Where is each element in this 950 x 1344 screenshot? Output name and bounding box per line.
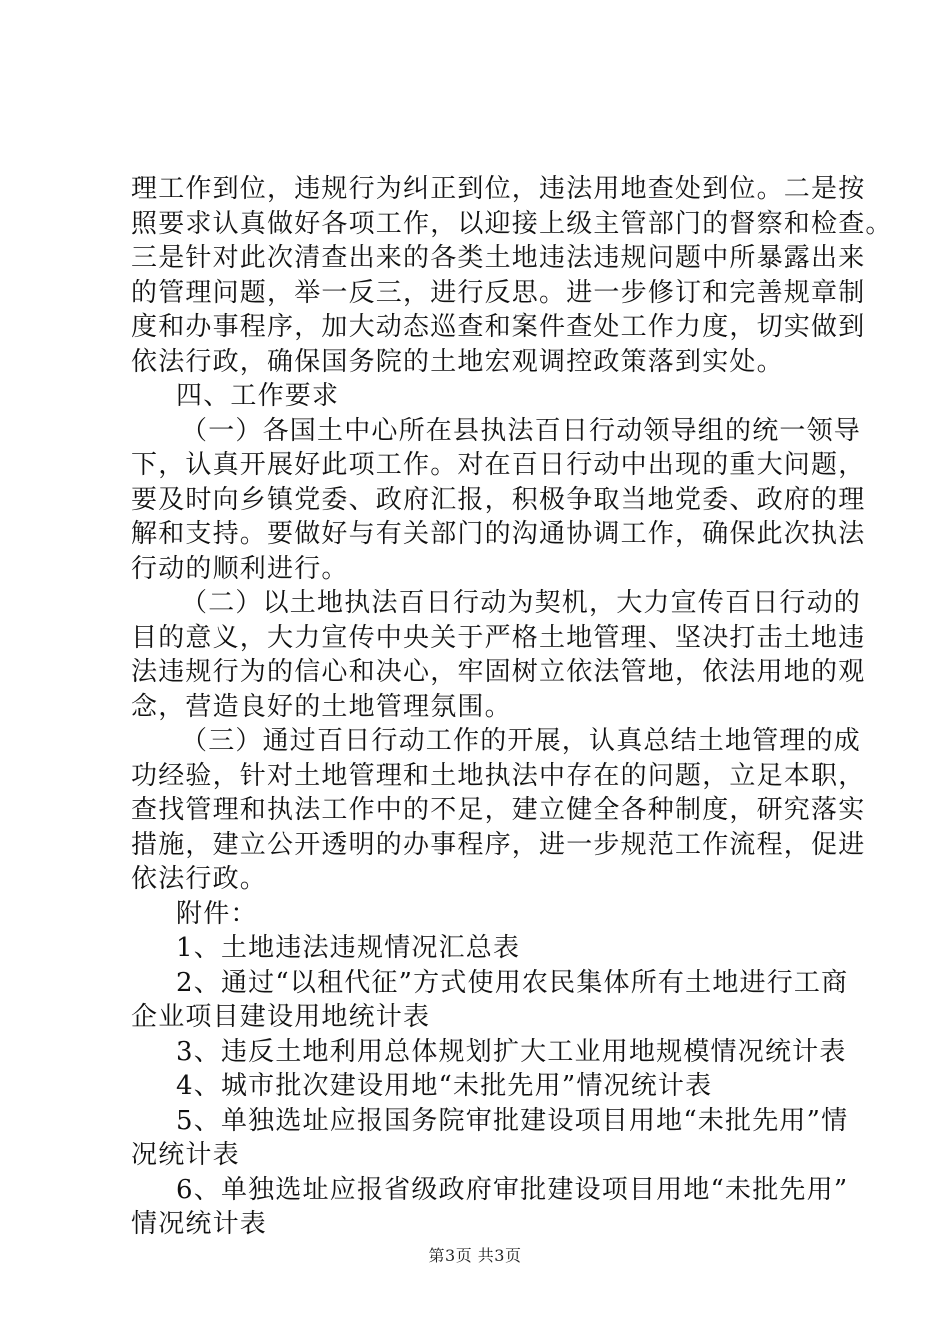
text-line: 法违规行为的信心和决心，牢固树立依法管地，依法用地的观 [131, 657, 866, 687]
text-line: 三是针对此次清查出来的各类土地违法违规问题中所暴露出来 [131, 243, 866, 273]
text-line: （二）以土地执法百日行动为契机，大力宣传百日行动的 [181, 588, 862, 618]
text-line: （三）通过百日行动工作的开展，认真总结土地管理的成 [181, 726, 862, 756]
requirement-item-1 [131, 414, 866, 587]
attachments-label: 附件： [176, 898, 258, 929]
text-line: 目的意义，大力宣传中央关于严格土地管理、坚决打击土地违 [131, 622, 866, 653]
text-line: 况统计表 [131, 1140, 240, 1170]
attachment-item [131, 1069, 831, 1104]
attachment-item [131, 1035, 847, 1070]
text-line: 照要求认真做好各项工作，以迎接上级主管部门的督察和检查。 [131, 208, 893, 239]
attachments-list [131, 931, 849, 1242]
text-line: 措施，建立公开透明的办事程序，进一步规范工作流程，促进 [131, 829, 866, 860]
document-body [131, 172, 893, 1242]
text-line: 情况统计表 [131, 1209, 268, 1239]
text-line: 解和支持。要做好与有关部门的沟通协调工作，确保此次执法 [131, 519, 866, 549]
attachment-item [131, 1173, 849, 1242]
text-line: 4、城市批次建设用地“未批先用”情况统计表 [176, 1071, 713, 1101]
requirement-item-2 [131, 586, 866, 724]
text-line: 要及时向乡镇党委、政府汇报，积极争取当地党委、政府的理 [131, 484, 866, 515]
text-line: 查找管理和执法工作中的不足，建立健全各种制度，研究落实 [131, 795, 866, 825]
text-line: 理工作到位，违规行为纠正到位，违法用地查处到位。二是按 [131, 174, 866, 204]
text-line: 功经验，针对土地管理和土地执法中存在的问题，立足本职， [131, 760, 866, 791]
text-line: 行动的顺利进行。 [131, 553, 349, 584]
text-line: 6、单独选址应报省级政府审批建设项目用地“未批先用” [176, 1174, 849, 1205]
attachment-item [131, 966, 849, 1035]
text-line: 下，认真开展好此项工作。对在百日行动中出现的重大问题， [131, 450, 866, 480]
text-line: 念，营造良好的土地管理氛围。 [131, 691, 512, 722]
paragraph-continuation [131, 172, 893, 379]
attachment-item [131, 1104, 849, 1173]
text-line: 的管理问题，举一反三，进行反思。进一步修订和完善规章制 [131, 277, 866, 308]
section-heading: 四、工作要求 [176, 381, 340, 411]
text-line: 企业项目建设用地统计表 [131, 1002, 431, 1032]
text-line: 2、通过“以租代征”方式使用农民集体所有土地进行工商 [176, 967, 849, 998]
text-line: 度和办事程序，加大动态巡查和案件查处工作力度，切实做到 [131, 312, 866, 342]
page-footer: 第3页 共3页 [428, 1246, 522, 1265]
text-line: 依法行政，确保国务院的土地宏观调控政策落到实处。 [131, 346, 784, 377]
requirement-item-3 [131, 724, 866, 897]
text-line: 1、土地违法违规情况汇总表 [176, 933, 521, 963]
text-line: 依法行政。 [131, 864, 268, 894]
attachment-item [131, 931, 831, 966]
text-line: 5、单独选址应报国务院审批建设项目用地“未批先用”情 [176, 1105, 849, 1136]
text-line: （一）各国土中心所在县执法百日行动领导组的统一领导 [181, 415, 862, 446]
text-line: 3、违反土地利用总体规划扩大工业用地规模情况统计表 [176, 1036, 847, 1067]
